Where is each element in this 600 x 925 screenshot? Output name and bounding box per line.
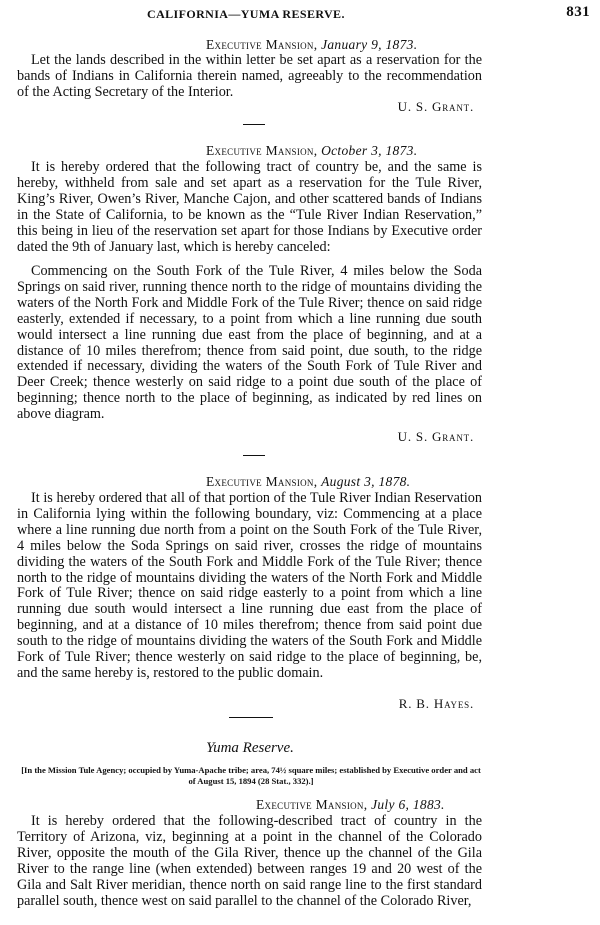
order-paragraph: Commencing on the South Fork of the Tule River, 4 miles below the Soda Springs on said river, running thence north to the ridge of mountains dividing the waters of the North Fork and Middle Fork of the Tule River; thence on said ridge easterly, extended if necessary, to a point from which a line running due south would intersect a line running due east from the place of beginning, and at a distance of 10 miles therefrom; thence from said point, due south, to the ridge extended if necessary, dividing the waters of the South Fork of Tule River and Deer Creek; thence westerly on said ridge to a point due south of the place of beginning; thence north to the place of beginning, as indicated by red lines on above diagram. [17,263,482,423]
order-paragraph: It is hereby ordered that all of that portion of the Tule River Indian Reservation in California lying within the following boundary, viz: Commencing at a place where a line running due north from a point on the South Fork of the Tule River, 4 miles below the Soda Springs on said river, crosses the ridge of mountains dividing the waters of the South Fork and Middle Fork of the Tule River; thence north to the ridge of mountains dividing the waters of the North Fork and Middle Fork of Tule River; thence on said ridge easterly to a point from which a line running due south would intersect a line running due east from the place of beginning, and at a distance of 10 miles therefrom; thence from said point due south to the ridge of mountains dividing the waters of the South Fork and Middle Fork of Tule River; thence westerly on said ridge to the place of beginning, be, and the same hereby is, restored to the public domain. [17,490,482,681]
order-signature: R. B. Hayes. [398,696,474,711]
section-divider [243,124,265,125]
order-heading-2 [206,143,417,159]
order-heading-1 [206,37,417,53]
running-head [0,4,600,24]
order-paragraph: It is hereby ordered that the following tract of country be, and the same is hereby, withheld from sale and set apart as a reservation for the Tule River, King’s River, Owen’s River, Manche Cajon, and other scattered bands of Indians in the State of California, to be known as the “Tule River Indian Reservation,” this being in lieu of the reservation set apart for those Indians by Executive order dated the 9th of January last, which is hereby canceled: [17,159,482,255]
order-heading-prefix: Executive Mansion, [206,474,318,489]
order-heading-prefix: Executive Mansion, [256,797,368,812]
order-heading-date: July 6, 1883. [371,797,445,812]
order-heading-prefix: Executive Mansion, [206,143,318,158]
order-signature: U. S. Grant. [397,429,474,444]
order-heading-date: August 3, 1878. [321,474,411,489]
order-heading-date: January 9, 1873. [321,37,418,52]
order-heading-4 [256,797,445,813]
section-divider [229,717,273,718]
section-note: [In the Mission Tule Agency; occupied by Yuma-Apache tribe; area, 74½ square miles; established by Executive order and act of August 15, 1894 (28 Stat., 332).] [21,765,481,786]
section-divider [243,455,265,456]
order-heading-prefix: Executive Mansion, [206,37,318,52]
page-number: 831 [566,4,590,20]
order-paragraph: Let the lands described in the within letter be set apart as a reservation for the bands of Indians in California therein named, agreeably to the recommendation of the Acting Secretary of the Interior. [17,52,482,100]
running-head-title: CALIFORNIA—YUMA RESERVE. [147,7,345,21]
order-heading-date: October 3, 1873. [321,143,418,158]
order-heading-3 [206,474,410,490]
order-signature: U. S. Grant. [397,99,474,114]
section-title: Yuma Reserve. [206,740,294,756]
order-paragraph: It is hereby ordered that the following-described tract of country in the Territory of Arizona, viz, beginning at a point in the channel of the Colorado River, opposite the mouth of the Gila River, thence up the channel of the Gila River to the range line (when extended) between ranges 19 and 20 west of the Gila and Salt River meridian, thence north on said range line to the first standard parallel south, thence west on said parallel to the channel of the Colorado River, [17,813,482,909]
